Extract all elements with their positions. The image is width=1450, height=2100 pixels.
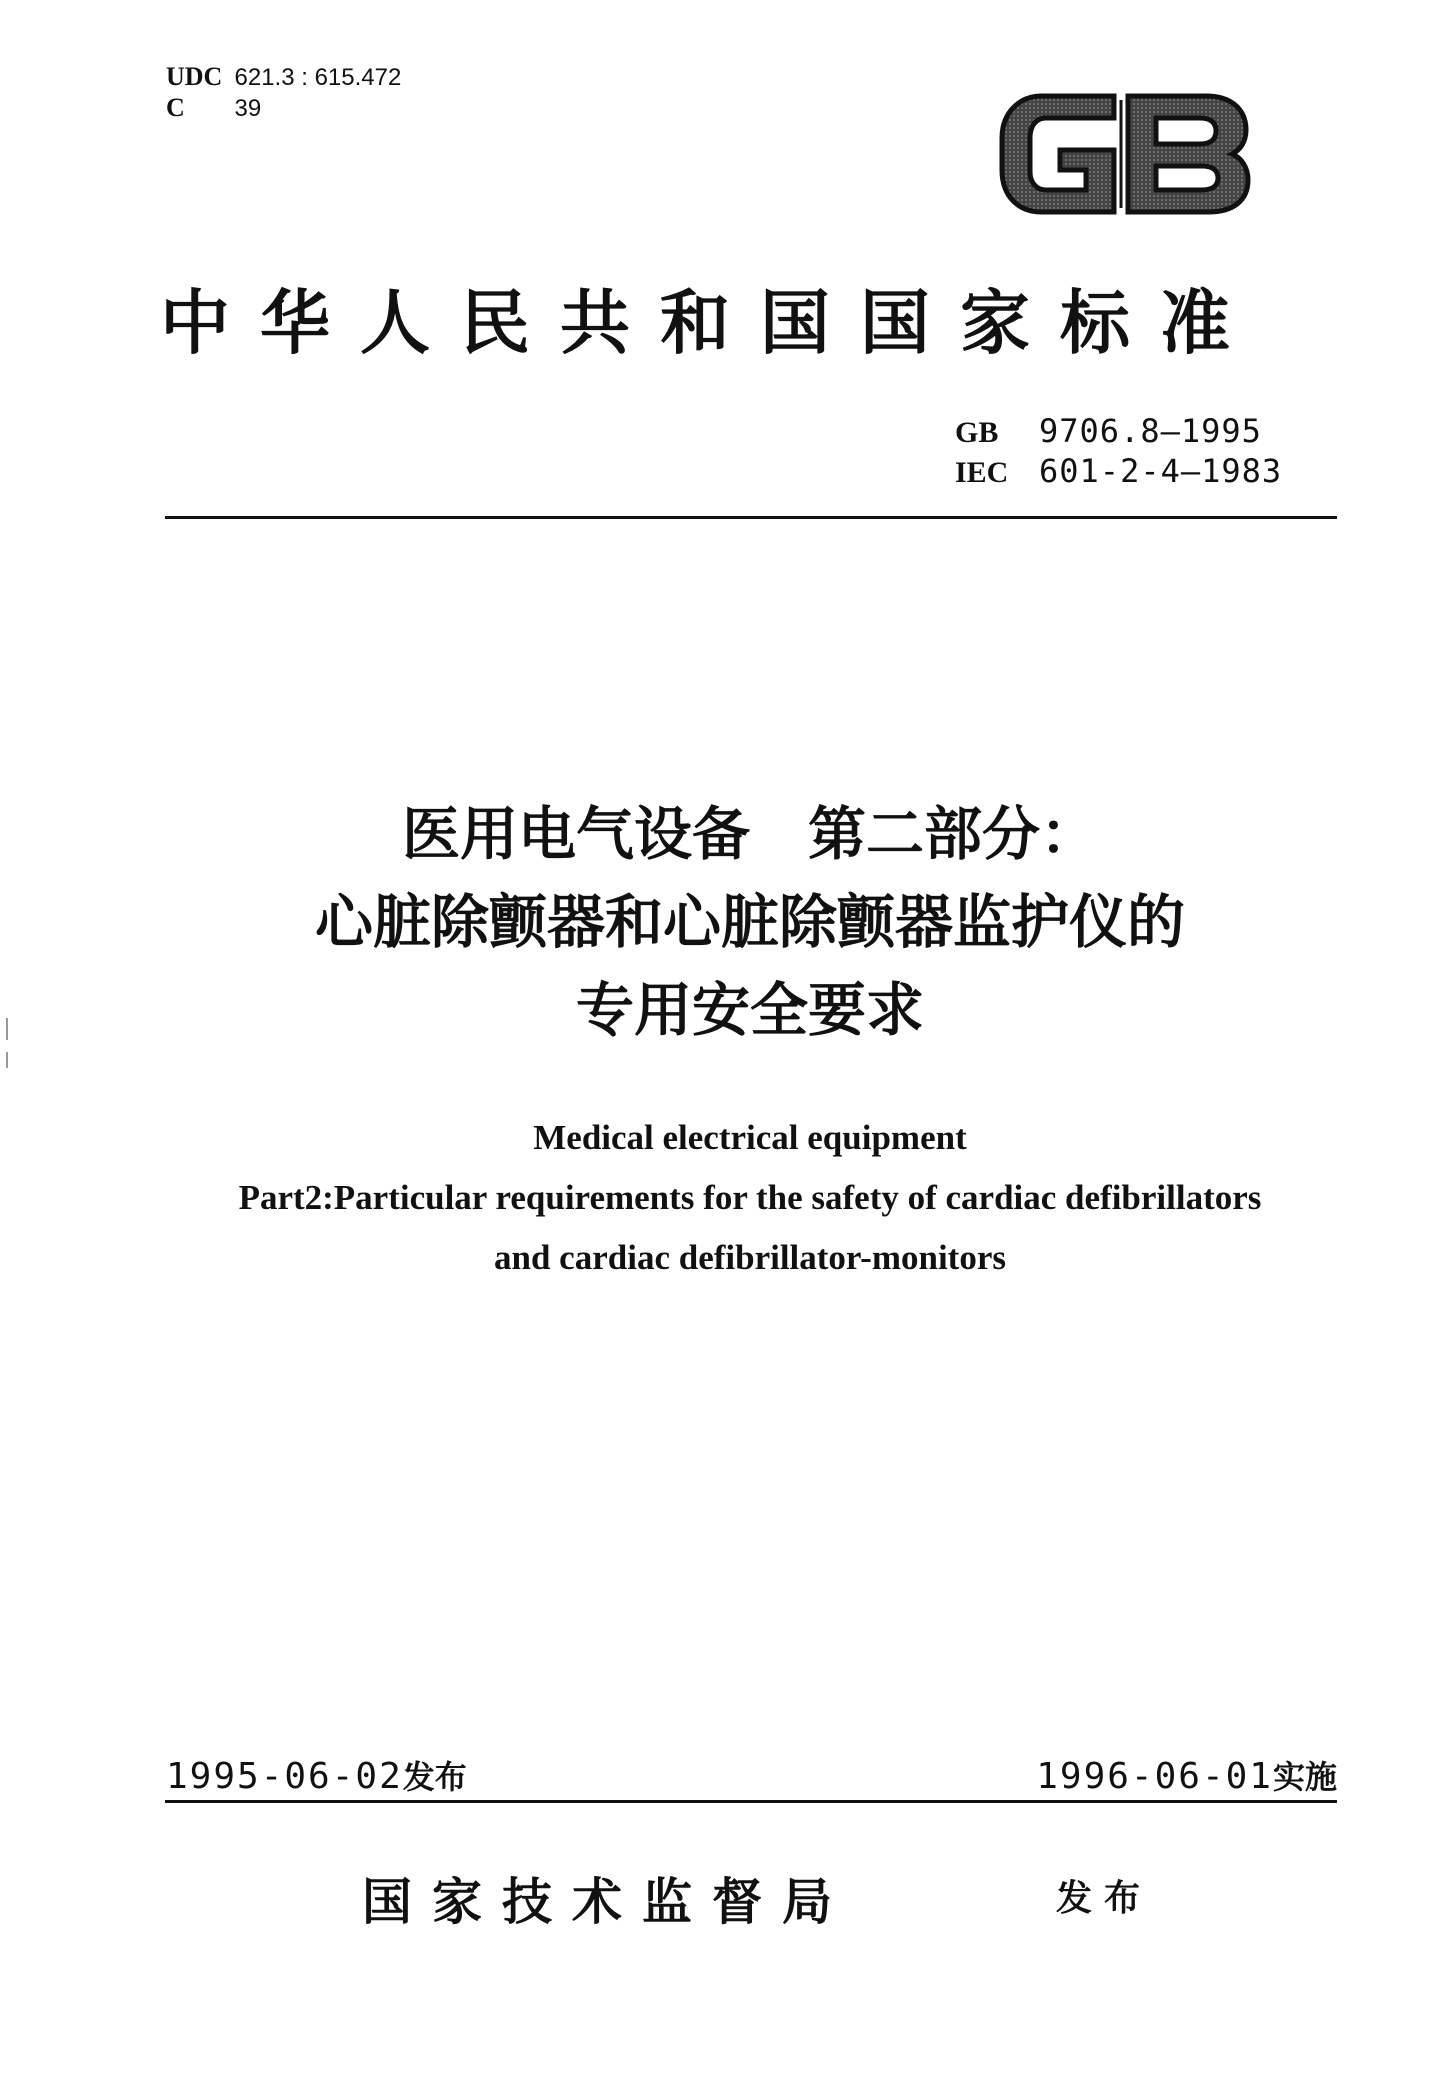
class-line bbox=[166, 93, 401, 124]
issue-date bbox=[166, 1752, 467, 1798]
english-title-line-3: and cardiac defibrillator-monitors bbox=[494, 1238, 1006, 1277]
effective-date bbox=[1036, 1752, 1337, 1798]
iec-code-number: 601-2-4—1983 bbox=[1039, 452, 1283, 490]
udc-line bbox=[166, 62, 401, 93]
udc-block bbox=[166, 62, 401, 124]
standard-codes bbox=[955, 412, 1282, 492]
english-title-line-2: Part2:Particular requirements for the safety of cardiac defibrillators bbox=[238, 1178, 1262, 1217]
chinese-title-line-2: 心脏除颤器和心脏除颤器监护仪的 bbox=[314, 888, 1185, 956]
scan-mark bbox=[6, 1018, 8, 1040]
bottom-divider bbox=[165, 1800, 1337, 1803]
class-label: C bbox=[166, 93, 185, 122]
gb-logo bbox=[996, 86, 1252, 222]
chinese-title bbox=[0, 790, 1450, 1054]
issuer-action: 发布 bbox=[1056, 1878, 1153, 1919]
issue-date-word: 发布 bbox=[402, 1758, 467, 1796]
issuer-name: 国家技术监督局 bbox=[362, 1873, 852, 1931]
issue-date-value: 1995-06-02 bbox=[166, 1756, 403, 1797]
effective-date-value: 1996-06-01 bbox=[1036, 1756, 1273, 1797]
iec-code-line bbox=[955, 452, 1282, 492]
udc-label: UDC bbox=[166, 62, 223, 91]
scan-mark bbox=[6, 1052, 8, 1068]
chinese-title-line-1: 医用电气设备 第二部分： bbox=[401, 800, 1098, 868]
national-standard-title: 中华人民共和国国家标准 bbox=[160, 282, 1260, 364]
gb-code-line bbox=[955, 412, 1282, 452]
english-title bbox=[0, 1108, 1450, 1288]
chinese-title-line-3: 专用安全要求 bbox=[575, 976, 924, 1044]
class-value: 39 bbox=[234, 95, 262, 122]
top-divider bbox=[165, 516, 1337, 519]
gb-code-number: 9706.8—1995 bbox=[1039, 412, 1262, 450]
gb-code-label: GB bbox=[955, 416, 999, 449]
iec-code-label: IEC bbox=[955, 456, 1009, 489]
udc-value: 621.3 : 615.472 bbox=[234, 64, 402, 91]
effective-date-word: 实施 bbox=[1272, 1758, 1337, 1796]
english-title-line-1: Medical electrical equipment bbox=[533, 1118, 967, 1157]
